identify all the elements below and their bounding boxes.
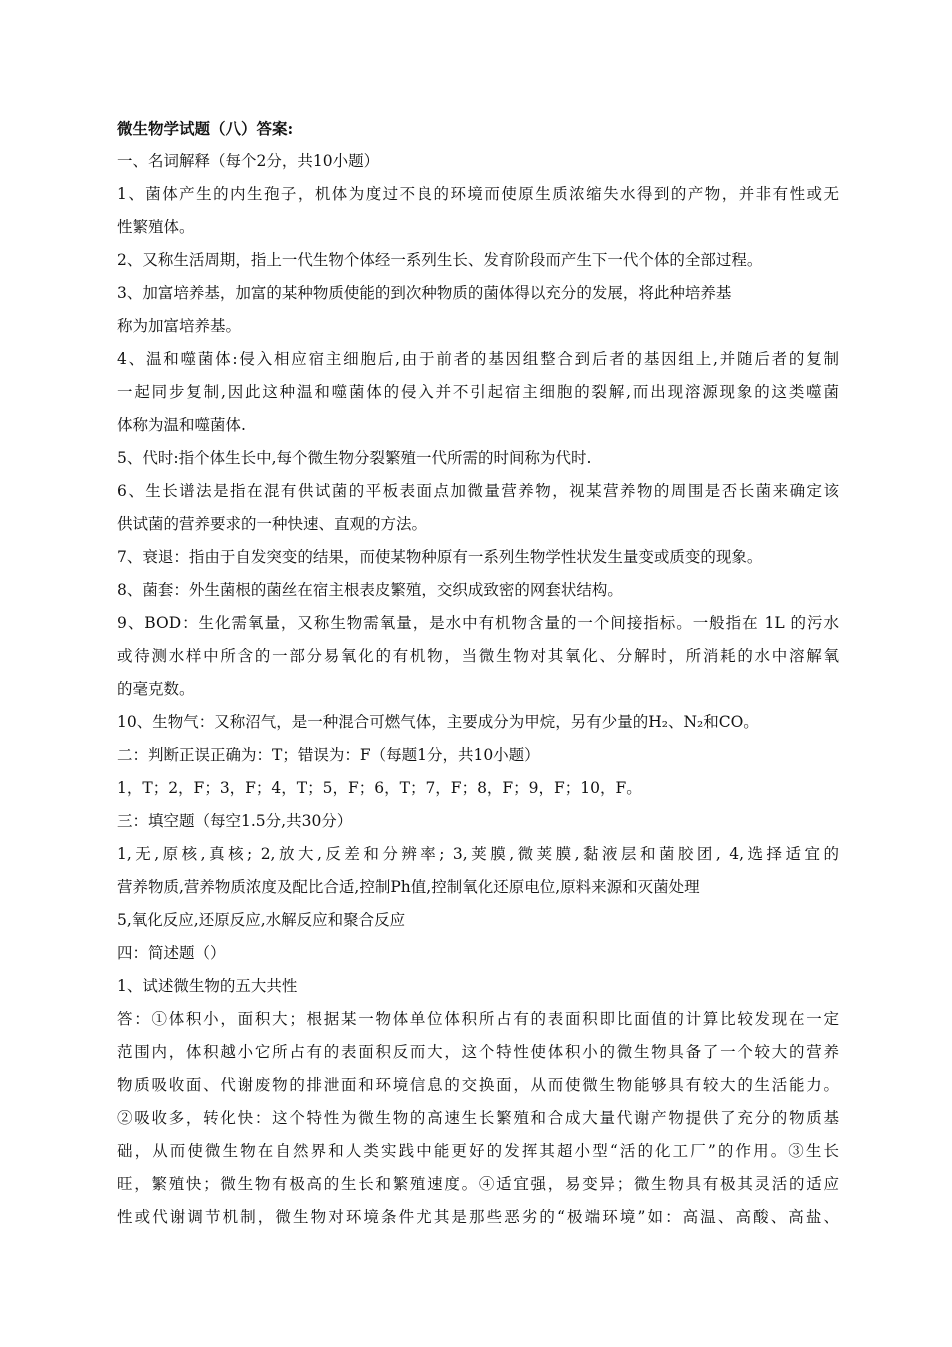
text-line: 10、生物气：又称沼气，是一种混合可燃气体，主要成分为甲烷，另有少量的H₂、N₂和CO。 bbox=[117, 713, 759, 731]
text-line: 4、温和噬菌体:侵入相应宿主细胞后,由于前者的基因组整合到后者的基因组上,并随后者的复制 bbox=[117, 350, 839, 368]
section-heading-short-answer: 四：简述题（） bbox=[117, 944, 226, 962]
section-heading-definitions: 一、名词解释（每个2分，共10小题） bbox=[117, 152, 380, 170]
document-title: 微生物学试题（八）答案: bbox=[117, 119, 294, 138]
text-line: 性繁殖体。 bbox=[117, 218, 195, 236]
text-line: 旺，繁殖快；微生物有极高的生长和繁殖速度。④适宜强，易变异；微生物具有极其灵活的适应 bbox=[117, 1175, 839, 1193]
text-line: 答：①体积小，面积大；根据某一物体单位体积所占有的表面积即比面值的计算比较发现在一定 bbox=[117, 1010, 839, 1028]
section-heading-true-false: 二：判断正误正确为：T；错误为：F（每题1分，共10小题） bbox=[117, 746, 540, 764]
text-line: 9、BOD：生化需氧量，又称生物需氧量，是水中有机物含量的一个间接指标。一般指在 1L 的污水 bbox=[117, 614, 839, 632]
text-line: 物质吸收面、代谢废物的排泄面和环境信息的交换面，从而使微生物能够具有较大的生活能力。 bbox=[117, 1076, 839, 1094]
text-line: 3、加富培养基，加富的某种物质使能的到次种物质的菌体得以充分的发展，将此种培养基 bbox=[117, 284, 732, 302]
text-line: 6、生长谱法是指在混有供试菌的平板表面点加微量营养物，视某营养物的周围是否长菌来确定该 bbox=[117, 482, 839, 500]
text-line: 1，T；2，F；3，F；4，T；5，F；6，T；7，F；8，F；9，F；10，F。 bbox=[117, 779, 642, 797]
text-line: ②吸收多，转化快：这个特性为微生物的高速生长繁殖和合成大量代谢产物提供了充分的物质基 bbox=[117, 1109, 839, 1127]
question-heading: 1、试述微生物的五大共性 bbox=[117, 977, 298, 995]
text-line: 供试菌的营养要求的一种快速、直观的方法。 bbox=[117, 515, 428, 533]
text-line: 5,氧化反应,还原反应,水解反应和聚合反应 bbox=[117, 911, 406, 929]
text-line: 营养物质,营养物质浓度及配比合适,控制Ph值,控制氧化还原电位,原料来源和灭菌处理 bbox=[117, 878, 700, 896]
text-line: 7、衰退：指由于自发突变的结果，而使某物种原有一系列生物学性状发生量变或质变的现象。 bbox=[117, 548, 763, 566]
text-line: 的毫克数。 bbox=[117, 680, 195, 698]
text-line: 一起同步复制,因此这种温和噬菌体的侵入并不引起宿主细胞的裂解,而出现溶源现象的这类噬菌 bbox=[117, 383, 839, 401]
section-heading-fill-blank: 三：填空题（每空1.5分,共30分） bbox=[117, 812, 353, 830]
text-line: 2、又称生活周期，指上一代生物个体经一系列生长、发育阶段而产生下一代个体的全部过程。 bbox=[117, 251, 763, 269]
text-line: 8、菌套：外生菌根的菌丝在宿主根表皮繁殖，交织成致密的网套状结构。 bbox=[117, 581, 623, 599]
text-line: 性或代谢调节机制，微生物对环境条件尤其是那些恶劣的“极端环境”如：高温、高酸、高盐、 bbox=[117, 1208, 839, 1226]
text-line: 1,无,原核,真核; 2,放大,反差和分辨率; 3,荚膜,微荚膜,黏液层和菌胶团, 4,选择适宜的 bbox=[117, 845, 839, 863]
text-line: 称为加富培养基。 bbox=[117, 317, 242, 335]
text-line: 5、代时:指个体生长中,每个微生物分裂繁殖一代所需的时间称为代时. bbox=[117, 449, 592, 467]
text-line: 范围内，体积越小它所占有的表面积反而大，这个特性使体积小的微生物具备了一个较大的营养 bbox=[117, 1043, 839, 1061]
text-line: 或待测水样中所含的一部分易氧化的有机物，当微生物对其氧化、分解时，所消耗的水中溶解氧 bbox=[117, 647, 839, 665]
text-line: 础，从而使微生物在自然界和人类实践中能更好的发挥其超小型“活的化工厂”的作用。③生长 bbox=[117, 1142, 839, 1160]
text-line: 1、菌体产生的内生孢子，机体为度过不良的环境而使原生质浓缩失水得到的产物，并非有性或无 bbox=[117, 185, 839, 203]
text-line: 体称为温和噬菌体. bbox=[117, 416, 246, 434]
answer-document bbox=[117, 112, 839, 1234]
